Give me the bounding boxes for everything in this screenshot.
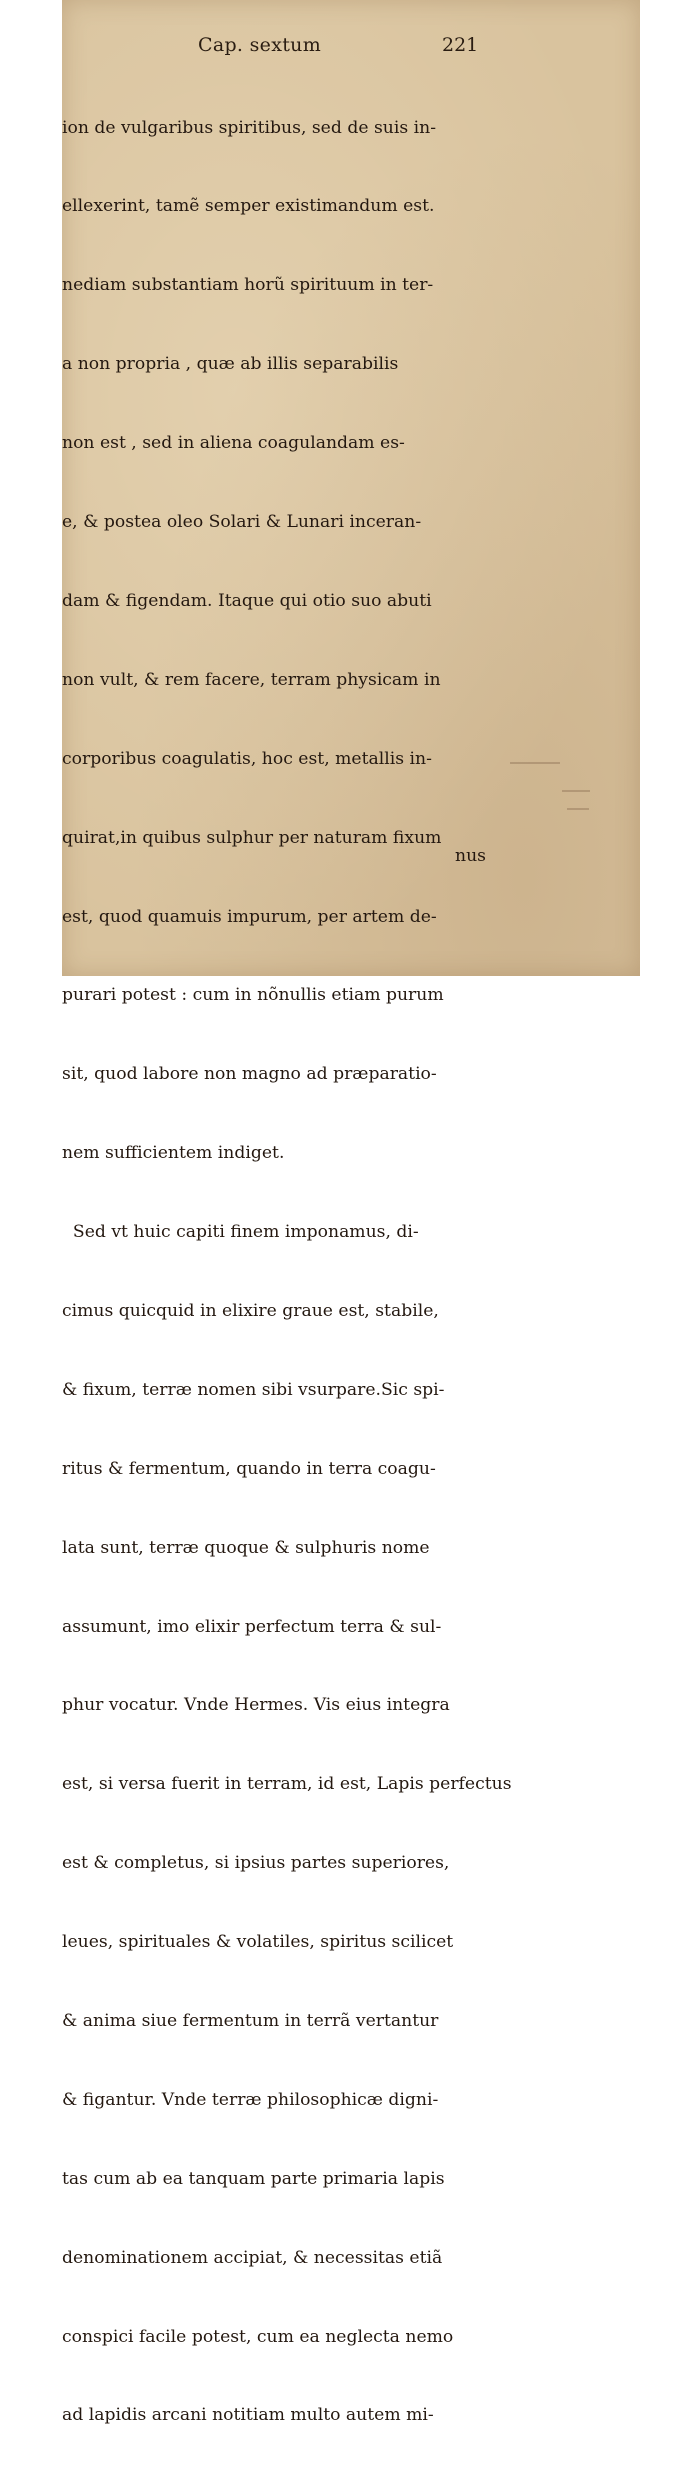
text-line: phur vocatur. Vnde Hermes. Vis eius integra — [62, 1695, 450, 1716]
text-line: est & completus, si ipsius partes superiores, — [62, 1853, 450, 1874]
text-line: non vult, & rem facere, terram physicam in — [62, 669, 441, 690]
text-line: assumunt, imo elixir perfectum terra & sul- — [62, 1616, 442, 1637]
text-line: leues, spirituales & volatiles, spiritus scilicet — [62, 1932, 454, 1953]
text-line: & anima siue fermentum in terrã vertantur — [62, 2010, 439, 2031]
text-line: denominationem accipiat, & necessitas etiã — [62, 2247, 443, 2268]
text-line: ion de vulgaribus spiritibus, sed de suis in- — [62, 117, 437, 138]
running-head: Cap. sextum — [198, 34, 322, 56]
text-line: sit, quod labore non magno ad præparatio- — [62, 1064, 437, 1085]
text-line: ellexerint, tamẽ semper existimandum est. — [62, 196, 435, 217]
text-line: non est , sed in aliena coagulandam es- — [62, 433, 405, 454]
text-line: corporibus coagulatis, hoc est, metallis in- — [62, 748, 432, 769]
text-line: nem sufficientem indiget. — [62, 1143, 285, 1164]
text-line: purari potest : cum in nõnullis etiam purum — [62, 985, 444, 1006]
ink-bleed-mark — [562, 790, 590, 792]
body-text — [62, 62, 512, 2481]
text-line: est, si versa fuerit in terram, id est, Lapis perfectus — [62, 1774, 512, 1795]
catchword: nus — [455, 846, 486, 866]
book-page — [62, 0, 640, 2426]
text-line: dam & figendam. Itaque qui otio suo abuti — [62, 590, 432, 611]
page-number: 221 — [442, 34, 479, 56]
page-header — [62, 34, 640, 60]
text-line: ad lapidis arcani notitiam multo autem mi- — [62, 2405, 434, 2426]
text-line: conspici facile potest, cum ea neglecta nemo — [62, 2326, 454, 2347]
text-line: cimus quicquid in elixire graue est, stabile, — [62, 1300, 439, 1321]
text-line: Sed vt huic capiti finem imponamus, di- — [62, 1222, 419, 1243]
text-line: lata sunt, terræ quoque & sulphuris nome — [62, 1537, 430, 1558]
text-line: est, quod quamuis impurum, per artem de- — [62, 906, 437, 927]
text-line: a non propria , quæ ab illis separabilis — [62, 354, 399, 375]
ink-bleed-mark — [567, 808, 589, 810]
text-line: ritus & fermentum, quando in terra coagu- — [62, 1458, 436, 1479]
text-line: quirat,in quibus sulphur per naturam fixum — [62, 827, 442, 848]
ink-bleed-mark — [510, 762, 560, 764]
text-line: & figantur. Vnde terræ philosophicæ digni- — [62, 2089, 439, 2110]
text-line: nediam substantiam horũ spirituum in ter- — [62, 275, 434, 296]
text-line: e, & postea oleo Solari & Lunari inceran- — [62, 512, 422, 533]
text-line: & fixum, terræ nomen sibi vsurpare.Sic spi- — [62, 1379, 445, 1400]
text-line: tas cum ab ea tanquam parte primaria lapis — [62, 2168, 445, 2189]
